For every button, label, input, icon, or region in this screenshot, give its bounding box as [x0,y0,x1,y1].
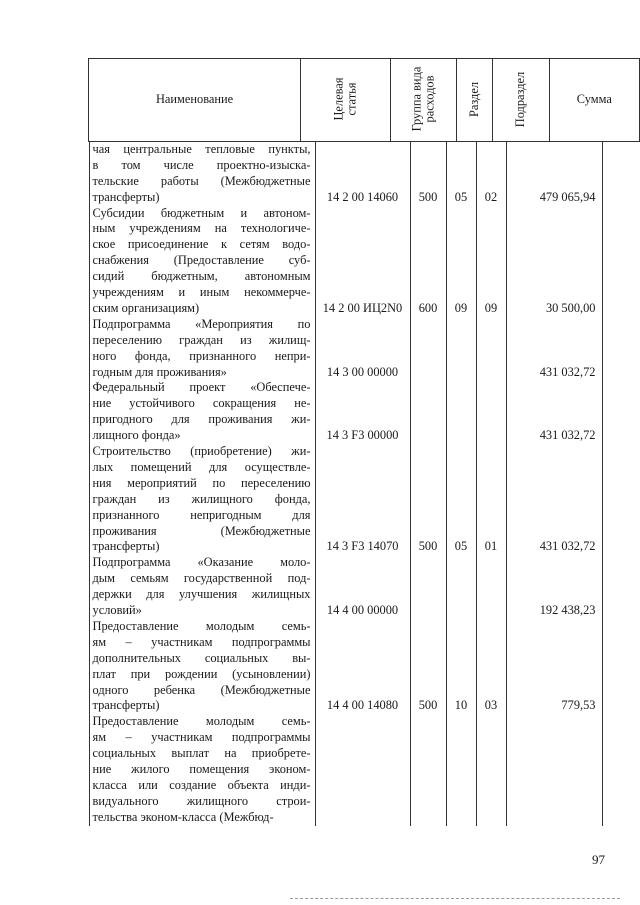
row-target-article: 14 4 00 14080 [326,698,399,713]
row-name-line: одного ребенка (Межбюджетные [92,682,311,697]
row-name-line: ние устойчивого сокращения не- [92,396,311,411]
row-name-line: в том числе проектно-изыска- [92,157,311,172]
row-name-line: годным для проживания» [92,364,227,379]
row-name-line: переселению граждан из жилищ- [92,332,311,347]
column-name [90,142,316,826]
row-expense-group-cell [411,619,446,714]
row-section: 05 [454,189,468,204]
row-subsection: 02 [484,189,498,204]
row-name-line: Строительство (приобретение) жи- [92,444,311,459]
row-target-article: 14 3 F3 00000 [326,428,399,443]
row-section-cell [447,317,476,381]
row-subsection-cell [477,317,506,381]
row-name-line: Предоставление молодым семь- [92,714,311,729]
row-sum: 431 032,72 [539,428,596,443]
row-name-line: трансферты) [92,698,160,713]
row-subsection [477,810,506,826]
row-name-line: ским организациям) [92,300,200,315]
scan-artifact-line [290,898,620,899]
row-sum [507,810,602,826]
row-section-cell [447,619,476,714]
row-target-article [316,810,410,826]
row-subsection [477,603,506,619]
row-section: 09 [454,301,468,315]
row-name-line: видуального жилищного строи- [92,793,311,808]
row-expense-group-cell [411,444,446,555]
row-target-article: 14 2 00 14060 [326,189,399,204]
row-expense-group [411,428,446,444]
header-section: Раздел [457,59,493,142]
row-target-article-cell [316,555,410,619]
row-name-line: социальных выплат на приобрете- [92,746,311,761]
row-section-cell [447,555,476,619]
row-name-line: ния мероприятий по переселению [92,475,311,490]
row-section: 10 [454,698,468,713]
row-section-cell [447,206,476,317]
row-section: 05 [454,539,468,554]
row-subsection-cell [477,142,506,206]
column-expense-group [411,142,447,826]
row-name-line: ного фонда, признанного непри- [92,348,311,363]
header-row [89,59,640,142]
row-section-cell [447,444,476,555]
header-sum: Сумма [549,59,639,142]
header-name: Наименование [89,59,301,142]
row-target-article-cell [316,380,410,444]
column-sum [507,142,603,826]
row-name-line: граждан из жилищного фонда, [92,491,311,506]
row-expense-group [411,810,446,826]
row-name-line: держки для улучшения жилищных [92,587,311,602]
row-expense-group-cell [411,206,446,317]
row-name-line: учреждениям и иным некоммерче- [92,285,311,300]
row-name-line: плат при рождении (усыновлении) [92,666,311,681]
row-expense-group-cell [411,714,446,825]
row-subsection-cell [477,619,506,714]
row-section-cell [447,142,476,206]
row-name [90,317,315,381]
row-name-line: признанного непригодным для [92,507,311,522]
header-subsection: Подраздел [493,59,549,142]
row-expense-group-cell [411,142,446,206]
row-expense-group: 500 [418,539,438,554]
row-subsection-cell [477,714,506,825]
row-target-article: 14 3 F3 14070 [326,539,399,554]
row-name-line: Подпрограмма «Мероприятия по [92,316,311,331]
row-target-article-cell [316,317,410,381]
row-name-line: лищного фонда» [92,428,181,443]
row-sum-cell [507,142,602,206]
row-expense-group: 500 [418,698,438,713]
row-subsection-cell [477,555,506,619]
row-target-article-cell [316,619,410,714]
row-name-line: дополнительных социальных вы- [92,650,311,665]
row-target-article: 14 3 00 00000 [326,364,399,379]
row-sum: 30 500,00 [545,301,596,315]
row-name-line: тельские работы (Межбюджетные [92,173,311,188]
row-name-line: сидий бюджетным, автономным [92,269,311,284]
row-name [90,714,315,825]
row-section [447,428,476,444]
row-expense-group-cell [411,555,446,619]
row-target-article-cell [316,444,410,555]
row-name [90,619,315,714]
row-subsection: 09 [484,301,498,315]
row-name-line: ным учреждениям на технологиче- [92,221,311,236]
row-sum-cell [507,555,602,619]
row-subsection-cell [477,444,506,555]
row-target-article-cell [316,206,410,317]
row-sum: 431 032,72 [539,364,596,379]
row-expense-group: 600 [418,301,438,315]
row-expense-group-cell [411,380,446,444]
row-name [90,555,315,619]
row-name-line: дым семьям государственной под- [92,571,311,586]
table-body-rows [89,142,640,826]
row-subsection: 01 [484,539,498,554]
row-sum-cell [507,206,602,317]
row-sum: 779,53 [561,698,596,713]
column-subsection [477,142,507,826]
row-name-line: Федеральный проект «Обеспече- [92,380,311,395]
row-name-line: ям – участникам подпрограммы [92,730,311,745]
row-sum-cell [507,380,602,444]
row-name-line: Подпрограмма «Оказание моло- [92,555,311,570]
row-name-line: трансферты) [92,189,160,204]
row-sum-cell [507,619,602,714]
row-name-line: пригодного для проживания жи- [92,412,311,427]
row-subsection: 03 [484,698,498,713]
row-name-line: Предоставление молодым семь- [92,618,311,633]
row-name-line: ское присоединение к сетям водо- [92,237,311,252]
row-sum-cell [507,444,602,555]
column-section [447,142,477,826]
row-name-line: класса или создание объекта инди- [92,777,311,792]
row-name-line: проживания (Межбюджетные [92,523,311,538]
row-target-article-cell [316,714,410,825]
row-name-line: Субсидии бюджетным и автоном- [92,205,311,220]
row-name-line: условий» [92,603,142,618]
row-target-article: 14 4 00 00000 [326,603,399,618]
row-subsection [477,365,506,381]
row-name [90,142,315,206]
table-body-grid [89,142,640,826]
row-name-line: ям – участникам подпрограммы [92,634,311,649]
column-target-article [316,142,411,826]
budget-table [88,58,640,826]
row-name-line: лых помещений для осуществле- [92,459,311,474]
row-expense-group-cell [411,317,446,381]
row-sum: 431 032,72 [539,539,596,554]
page-number: 97 [592,852,605,867]
row-target-article: 14 2 00 ИЦ2N0 [322,301,403,315]
row-name [90,444,315,555]
row-section [447,603,476,619]
row-section-cell [447,380,476,444]
row-expense-group: 500 [418,189,438,204]
row-name [90,206,315,317]
header-target-article: Целевая статья [301,59,391,142]
row-target-article-cell [316,142,410,206]
row-name-line: ние жилого помещения эконом- [92,762,311,777]
row-subsection [477,428,506,444]
row-name [90,380,315,444]
row-sum: 479 065,94 [539,189,596,204]
row-expense-group [411,603,446,619]
row-section [447,810,476,826]
row-sum-cell [507,714,602,825]
row-section [447,365,476,381]
row-expense-group [411,365,446,381]
row-name-line: чая центральные тепловые пункты, [92,142,311,156]
row-sum-cell [507,317,602,381]
row-name-line: трансферты) [92,539,160,554]
row-name-line: тельства эконом-класса (Межбюд- [92,809,274,824]
row-subsection-cell [477,380,506,444]
row-subsection-cell [477,206,506,317]
row-name-line: снабжения (Предоставление суб- [92,253,311,268]
header-expense-group: Группа вида расходов [391,59,457,142]
row-sum: 192 438,23 [539,603,596,618]
row-section-cell [447,714,476,825]
